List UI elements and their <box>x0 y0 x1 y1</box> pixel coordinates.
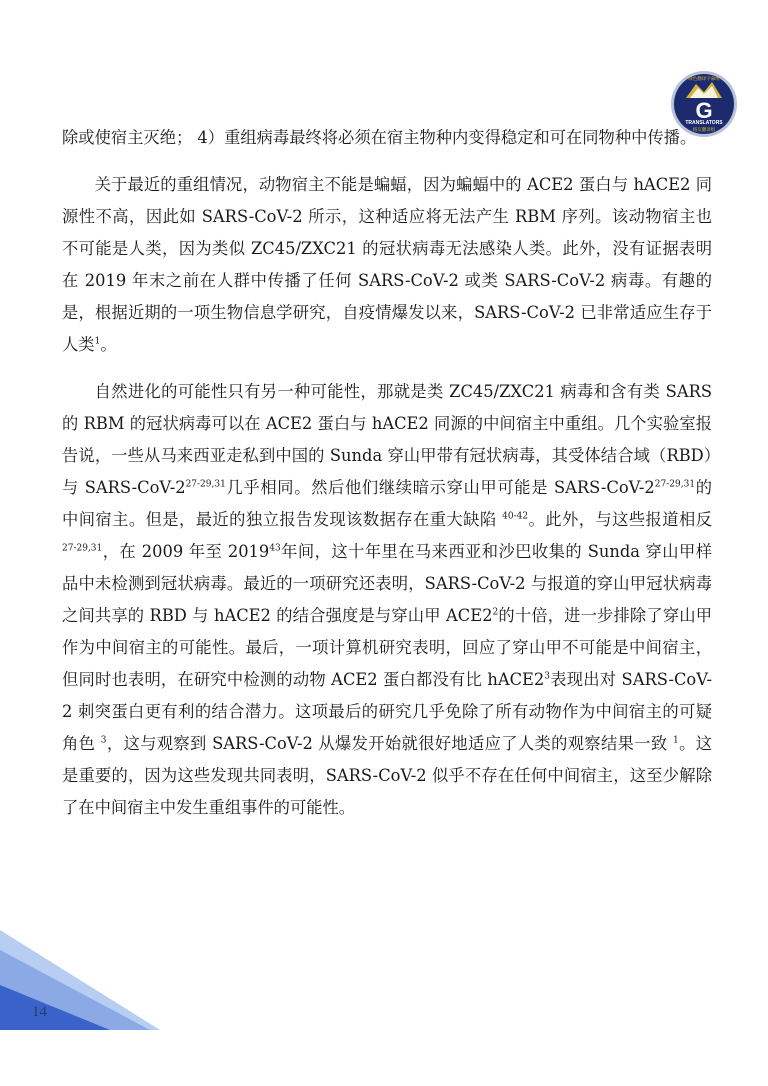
text-run: 关于最近的重组情况，动物宿主不能是蝙蝠，因为蝙蝠中的 ACE2 蛋白与 hACE2 同源性不高，因此如 SARS-CoV-2 所示，这种适应将无法产生 RBM 序列。该动物宿主也不可能是人类，因为类似 ZC45/ZXC21 的冠状病毒无法感染人类。此外，没有证据表明在 2019 年末之前在人群中传播了任何 SARS-CoV-2 或类 SARS-CoV-2 病毒。有趣的是，根据近期的一项生物信息学研究，自疫情爆发以来，SARS-CoV-2 已非常适应生存于人类 <box>62 175 712 354</box>
logo-top-text: 绿色翻译字幕组 <box>688 77 720 82</box>
logo-bottom-cn: 格友翻译组 <box>692 128 716 133</box>
text-run: 自然进化的可能性只有另一种可能性，那就是类 ZC45/ZXC21 病毒和含有类 SARS 的 RBM 的冠状病毒可以在 ACE2 蛋白与 hACE2 同源的中间宿主中重组。几个实验室报告说，一些从马来西亚走私到中国的 Sunda 穿山甲带有冠状病毒，其受体结合域（RBD）与 SARS-CoV-2 <box>62 382 712 497</box>
logo-bottom-text: TRANSLATORS <box>685 120 723 126</box>
citation-superscript: 43 <box>269 543 281 554</box>
citation-superscript: 1 <box>94 336 101 347</box>
text-run: 除或使宿主灭绝； 4）重组病毒最终将必须在宿主物种内变得稳定和可在同物种中传播。 <box>62 128 697 147</box>
paragraph-1 <box>62 122 712 154</box>
corner-decoration <box>0 930 160 1030</box>
page-number: 14 <box>32 1004 47 1020</box>
citation-superscript: 2 <box>492 607 499 618</box>
text-run: ，在 2009 年至 2019 <box>102 542 270 561</box>
citation-superscript: 3 <box>100 735 107 746</box>
text-run: 年间，这十年里在马来西亚和沙巴收集的 Sunda 穿山甲样品中未检测到冠状病毒。最近的一项研究还表明，SARS-CoV-2 与报道的穿山甲冠状病毒之间共享的 RBD 与 hACE2 的结合强度是与穿山甲 ACE2 <box>62 542 712 625</box>
citation-superscript: 1 <box>673 735 679 746</box>
paragraph-2 <box>62 169 712 361</box>
text-run: 几乎相同。然后他们继续暗示穿山甲可能是 SARS-CoV-2 <box>225 478 655 497</box>
text-run: ，这与观察到 SARS-CoV-2 从爆发开始就很好地适应了人类的观察结果一致 <box>106 734 673 753</box>
paragraph-3 <box>62 376 712 824</box>
text-run: 。这是重要的，因为这些发现共同表明，SARS-CoV-2 似乎不存在任何中间宿主，这至少解除了在中间宿主中发生重组事件的可能性。 <box>62 734 712 817</box>
document-body <box>62 122 712 839</box>
text-run: 。 <box>100 335 117 354</box>
citation-superscript: 27-29,31 <box>654 479 696 490</box>
citation-superscript: 40-42 <box>502 511 529 522</box>
text-run: 。此外，与这些报道相反 <box>528 510 712 529</box>
citation-superscript: 3 <box>544 671 551 682</box>
text-run: 的十倍，进一步排除了穿山甲作为中间宿主的可能性。最后，一项计算机研究表明，回应了穿山甲不可能是中间宿主，但同时也表明，在研究中检测的动物 ACE2 蛋白都没有比 hACE2 <box>62 606 712 689</box>
text-run: 表现出对 SARS-CoV-2 刺突蛋白更有利的结合潜力。这项最后的研究几乎免除了所有动物作为中间宿主的可疑角色 <box>62 670 712 753</box>
citation-superscript: 27-29,31 <box>62 543 103 554</box>
citation-superscript: 27-29,31 <box>185 479 226 490</box>
text-run: 的中间宿主。但是，最近的独立报告发现该数据存在重大缺陷 <box>62 478 712 529</box>
logo-letter: G <box>695 98 713 123</box>
